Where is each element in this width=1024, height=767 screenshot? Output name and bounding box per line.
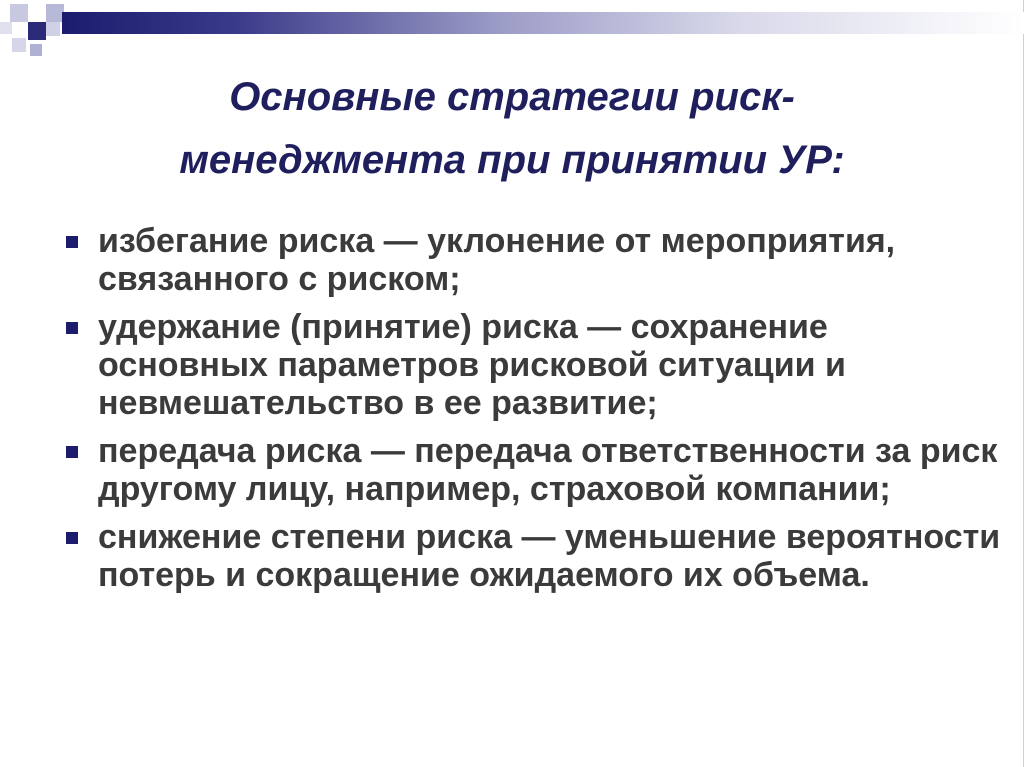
slide-title-line-2: менеджмента при принятии УР:	[179, 138, 845, 182]
list-item	[62, 518, 1002, 594]
header-accent-bar	[62, 12, 1024, 34]
square-bullet-icon	[66, 446, 78, 458]
slide-title-line-1: Основные стратегии риск-	[229, 75, 795, 119]
slide-title	[0, 66, 1024, 192]
list-item-text: передача риска — передача ответственности за риск другому лицу, например, страховой компании;	[98, 432, 998, 508]
square-bullet-icon	[66, 322, 78, 334]
bullet-list	[62, 222, 1002, 604]
list-item-text: избегание риска — уклонение от мероприятия, связанного с риском;	[98, 222, 896, 298]
list-item	[62, 432, 1002, 508]
list-item	[62, 308, 1002, 422]
list-item	[62, 222, 1002, 298]
square-bullet-icon	[66, 532, 78, 544]
square-bullet-icon	[66, 236, 78, 248]
list-item-text: удержание (принятие) риска — сохранение основных параметров рисковой ситуации и невмешательство в ее развитие;	[98, 308, 846, 422]
list-item-text: снижение степени риска — уменьшение вероятности потерь и сокращение ожидаемого их объема.	[98, 518, 1001, 594]
